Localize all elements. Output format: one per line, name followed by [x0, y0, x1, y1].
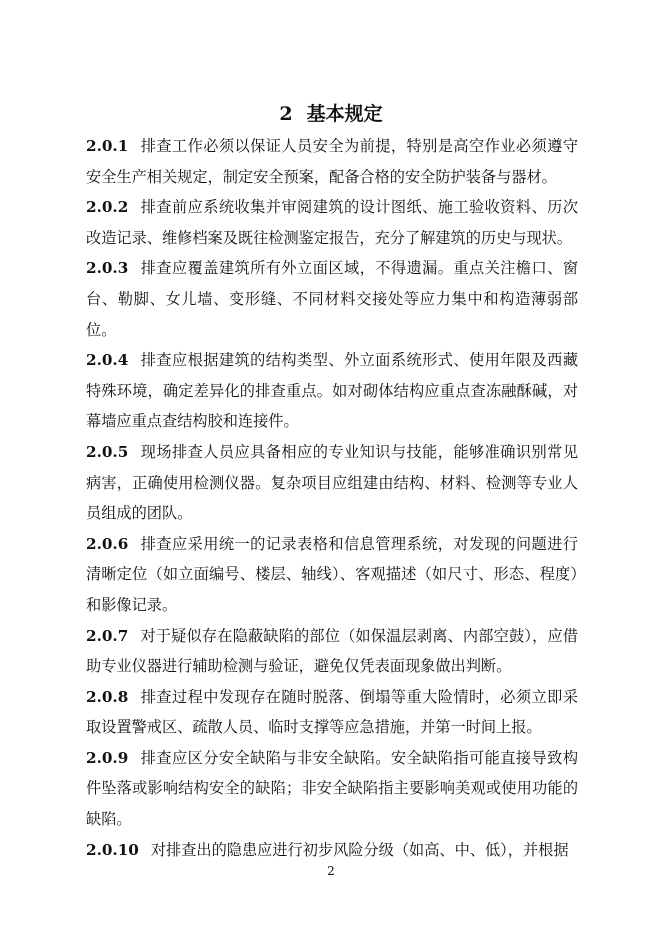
- clause-text: 排查过程中发现存在随时脱落、倒塌等重大险情时，必须立即采取设置警戒区、疏散人员、临时支撑等应急措施，并第一时间上报。: [86, 687, 578, 737]
- clause-text: 排查应根据建筑的结构类型、外立面系统形式、使用年限及西藏特殊环境，确定差异化的排查重点。如对砌体结构应重点查冻融酥碱，对幕墙应重点查结构胶和连接件。: [86, 351, 578, 431]
- clause-text: 排查应区分安全缺陷与非安全缺陷。安全缺陷指可能直接导致构件坠落或影响结构安全的缺陷；非安全缺陷指主要影响美观或使用功能的缺陷。: [86, 748, 578, 829]
- clause-2-0-2: [86, 192, 578, 253]
- clause-2-0-9: [86, 743, 578, 835]
- clause-number: 2.0.10: [86, 840, 139, 859]
- clause-2-0-6: [86, 529, 578, 621]
- clause-text: 排查应采用统一的记录表格和信息管理系统，对发现的问题进行清晰定位（如立面编号、楼层、轴线）、客观描述（如尺寸、形态、程度）和影像记录。: [86, 534, 578, 614]
- clause-list: [86, 131, 578, 865]
- section-number: 2: [279, 102, 293, 125]
- clause-2-0-1: [86, 131, 578, 192]
- clause-number: 2.0.2: [86, 198, 129, 217]
- clause-2-0-5: [86, 437, 578, 529]
- clause-text: 排查应覆盖建筑所有外立面区域，不得遗漏。重点关注檐口、窗台、勒脚、女儿墙、变形缝、不同材料交接处等应力集中和构造薄弱部位。: [86, 259, 578, 339]
- clause-number: 2.0.4: [86, 351, 129, 370]
- clause-text: 排查工作必须以保证人员安全为前提，特别是高空作业必须遵守安全生产相关规定，制定安全预案，配备合格的安全防护装备与器材。: [86, 137, 578, 186]
- section-title: [0, 101, 662, 127]
- clause-2-0-3: [86, 253, 578, 345]
- clause-number: 2.0.1: [86, 137, 129, 155]
- clause-number: 2.0.3: [86, 259, 129, 278]
- section-title-text: 基本规定: [306, 102, 383, 125]
- clause-number: 2.0.8: [86, 687, 129, 706]
- clause-2-0-7: [86, 621, 578, 682]
- clause-2-0-4: [86, 345, 578, 437]
- clause-text: 现场排查人员应具备相应的专业知识与技能，能够准确识别常见病害，正确使用检测仪器。复杂项目应组建由结构、材料、检测等专业人员组成的团队。: [86, 442, 578, 523]
- clause-2-0-8: [86, 682, 578, 743]
- clause-2-0-10: [86, 835, 578, 866]
- clause-number: 2.0.9: [86, 748, 129, 767]
- clause-text: 对于疑似存在隐蔽缺陷的部位（如保温层剥离、内部空鼓），应借助专业仪器进行辅助检测与验证，避免仅凭表面现象做出判断。: [86, 626, 578, 676]
- clause-number: 2.0.5: [86, 442, 129, 461]
- clause-text: 排查前应系统收集并审阅建筑的设计图纸、施工验收资料、历次改造记录、维修档案及既往检测鉴定报告，充分了解建筑的历史与现状。: [86, 198, 578, 247]
- page-number: 2: [327, 864, 335, 878]
- clause-text: 对排查出的隐患应进行初步风险分级（如高、中、低），并根据: [150, 840, 569, 859]
- clause-number: 2.0.6: [86, 534, 129, 553]
- clause-number: 2.0.7: [86, 626, 129, 645]
